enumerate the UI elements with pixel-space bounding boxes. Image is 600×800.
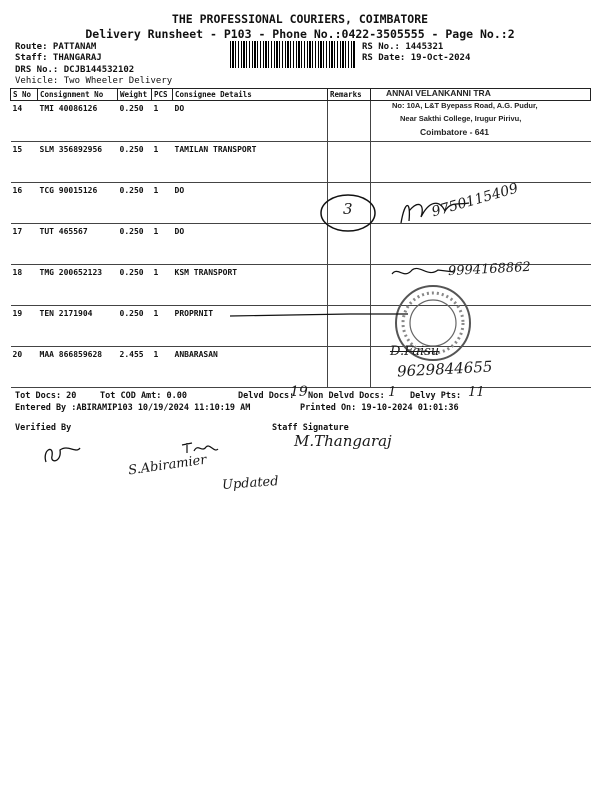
col-sno: S No (11, 89, 38, 101)
rs-date: RS Date: 19-Oct-2024 (362, 53, 471, 63)
route-label: Route: PATTANAM (15, 42, 97, 52)
non-delivered-hand: 1 (388, 385, 397, 400)
cell-weight: 0.250 (118, 265, 152, 306)
table-row (11, 142, 591, 183)
col-consignment: Consignment No (38, 89, 118, 101)
cell-consignment: TUT 465567 (38, 224, 118, 265)
cell-consignee: PROPRNIT (173, 306, 328, 347)
cell-consignment: MAA 866859628 (38, 347, 118, 388)
phone-handwritten-2: 9994168862 (447, 259, 532, 280)
cell-consignment: TMG 200652123 (38, 265, 118, 306)
cell-weight: 0.250 (118, 101, 152, 142)
entered-by: Entered By :ABIRAMIP103 10/19/2024 11:10:19 AM (15, 403, 251, 413)
table-row (11, 224, 591, 265)
stamp-line-4: Coimbatore - 641 (420, 127, 489, 137)
cell-remarks (328, 142, 371, 183)
total-docs: Tot Docs: 20 (15, 391, 77, 401)
cell-consignee: TAMILAN TRANSPORT (173, 142, 328, 183)
rs-number: RS No.: 1445321 (362, 42, 444, 52)
table-row (11, 347, 591, 388)
staff-signature-label: Staff Signature (272, 423, 349, 433)
col-pcs: PCS (152, 89, 173, 101)
cell-consignee: DO (173, 183, 328, 224)
runsheet-subtitle: Delivery Runsheet - P103 - Phone No.:0422-3505555 - Page No.:2 (85, 27, 515, 41)
cell-consignee: KSM TRANSPORT (173, 265, 328, 306)
cell-stamp (371, 142, 591, 183)
cell-pcs: 1 (152, 265, 173, 306)
cell-pcs: 1 (152, 347, 173, 388)
staff-sign-hand: M.Thangaraj (294, 432, 392, 450)
vehicle-label: Vehicle: Two Wheeler Delivery (15, 76, 173, 86)
cell-sno: 16 (11, 183, 38, 224)
delivery-points-hand: 11 (468, 385, 485, 400)
company-title: THE PROFESSIONAL COURIERS, COIMBATORE (171, 12, 429, 26)
printed-on: Printed On: 19-10-2024 01:01:36 (300, 403, 459, 413)
cell-consignee: DO (173, 224, 328, 265)
cell-remarks (328, 101, 371, 142)
stamp-line-2: No: 10A, L&T Byepass Road, A.G. Pudur, (392, 101, 538, 110)
strike-line-icon (230, 310, 410, 320)
cell-remarks (328, 265, 371, 306)
cell-weight: 0.250 (118, 224, 152, 265)
scribble-icon (388, 262, 458, 282)
cell-consignment: SLM 356892956 (38, 142, 118, 183)
total-cod: Tot COD Amt: 0.00 (100, 391, 187, 401)
col-remarks: Remarks (328, 89, 371, 101)
circle-number: 3 (343, 200, 353, 218)
stamp-line-3: Near Sakthi College, Irugur Pirivu, (400, 114, 522, 123)
drs-label: DRS No.: DCJB144532102 (15, 65, 135, 75)
cell-pcs: 1 (152, 101, 173, 142)
cell-consignee: ANBARASAN (173, 347, 328, 388)
cell-pcs: 1 (152, 183, 173, 224)
cell-weight: 0.250 (118, 183, 152, 224)
cell-sno: 17 (11, 224, 38, 265)
verified-by-label: Verified By (15, 423, 72, 433)
barcode (230, 41, 355, 68)
delivered-docs-hand: 19 (290, 384, 308, 400)
cell-pcs: 1 (152, 224, 173, 265)
table-header-row (11, 89, 591, 101)
sign-name-handwritten: D.Faisu (390, 344, 440, 359)
non-delivered-label: Non Delvd Docs: (308, 391, 385, 401)
cell-sno: 14 (11, 101, 38, 142)
cell-pcs: 1 (152, 306, 173, 347)
cell-weight: 0.250 (118, 142, 152, 183)
delivery-table (10, 88, 591, 388)
cell-weight: 0.250 (118, 306, 152, 347)
cell-consignee: DO (173, 101, 328, 142)
cell-weight: 2.455 (118, 347, 152, 388)
cell-consignment: TCG 90015126 (38, 183, 118, 224)
cell-pcs: 1 (152, 142, 173, 183)
handwritten-note-2: Updated (221, 474, 280, 493)
stamp-line-1: ANNAI VELANKANNI TRA (386, 88, 491, 98)
phone-handwritten-1: 9750115409 (430, 180, 521, 221)
cell-consignment: TEN 2171904 (38, 306, 118, 347)
delivery-points-label: Delvy Pts: (410, 391, 462, 401)
cell-sno: 15 (11, 142, 38, 183)
cell-sno: 20 (11, 347, 38, 388)
cell-remarks (328, 347, 371, 388)
cell-sno: 18 (11, 265, 38, 306)
col-consignee: Consignee Details (173, 89, 328, 101)
delivered-docs-label: Delvd Docs: (238, 391, 295, 401)
cell-consignment: TMI 40086126 (38, 101, 118, 142)
staff-label: Staff: THANGARAJ (15, 53, 102, 63)
handwritten-note-1: S.Abiramier (127, 452, 208, 479)
verifier-signature-icon (40, 440, 85, 468)
phone-handwritten-3: 9629844655 (396, 357, 493, 381)
cell-sno: 19 (11, 306, 38, 347)
col-weight: Weight (118, 89, 152, 101)
